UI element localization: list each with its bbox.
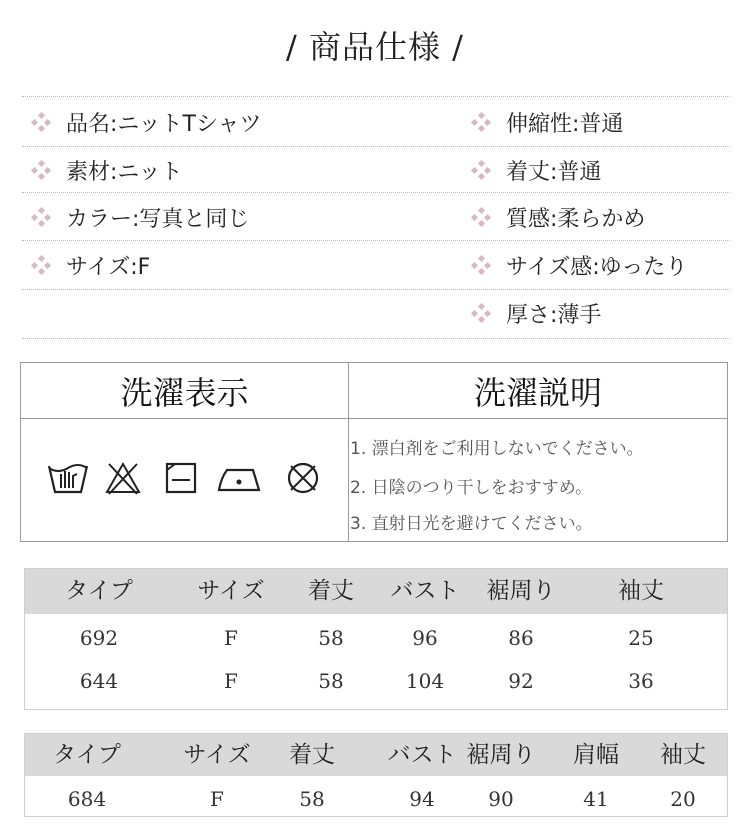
spec-text: カラー:写真と同じ xyxy=(66,206,250,232)
table-cell: 104 xyxy=(405,669,445,693)
iron-low-icon xyxy=(215,458,263,498)
table-cell: 41 xyxy=(583,787,609,811)
care-note: 2. 日陰のつり干しをおすすめ。 xyxy=(350,478,593,498)
divider xyxy=(22,240,730,241)
spec-item xyxy=(472,194,645,240)
column-header: 袖丈 xyxy=(660,742,706,768)
table-cell: 58 xyxy=(299,787,325,811)
column-header: バスト xyxy=(387,742,457,768)
table-cell: 58 xyxy=(318,626,344,650)
diamond-bullet-icon xyxy=(472,304,490,322)
divider xyxy=(21,418,727,419)
divider xyxy=(22,338,730,339)
divider xyxy=(22,96,730,97)
table-cell: 90 xyxy=(488,787,514,811)
table-cell: 644 xyxy=(79,669,119,693)
spec-text: サイズ感:ゆったり xyxy=(506,254,688,280)
column-header: タイプ xyxy=(53,742,121,768)
spec-item xyxy=(32,194,249,240)
diamond-bullet-icon xyxy=(472,161,490,179)
column-header: サイズ xyxy=(197,578,265,604)
care-note: 3. 直射日光を避けてください。 xyxy=(350,514,593,534)
size-table-1 xyxy=(24,568,728,710)
table-cell: 94 xyxy=(409,787,435,811)
table-cell: F xyxy=(224,626,238,650)
spec-text: 着丈:普通 xyxy=(506,159,602,185)
diamond-bullet-icon xyxy=(32,113,50,131)
column-header: 着丈 xyxy=(308,578,354,604)
spec-text: 厚さ:薄手 xyxy=(506,302,602,328)
no-dry-clean-icon xyxy=(283,458,323,498)
diamond-bullet-icon xyxy=(32,256,50,274)
spec-text: 伸縮性:普通 xyxy=(506,111,624,137)
spec-text: 素材:ニット xyxy=(66,159,183,185)
table-cell: 92 xyxy=(508,669,534,693)
care-note: 1. 漂白剤をご利用しないでください。 xyxy=(350,439,644,459)
care-notes-header: 洗濯説明 xyxy=(473,373,602,412)
table-cell: F xyxy=(224,669,238,693)
diamond-bullet-icon xyxy=(472,256,490,274)
size-table-2 xyxy=(24,733,728,817)
column-header: バスト xyxy=(390,578,460,604)
column-header: 肩幅 xyxy=(573,742,619,768)
table-cell: F xyxy=(210,787,224,811)
table-cell: 692 xyxy=(79,626,119,650)
table-cell: 684 xyxy=(67,787,107,811)
spec-item xyxy=(472,147,601,193)
diamond-bullet-icon xyxy=(32,208,50,226)
table-cell: 25 xyxy=(628,626,654,650)
spec-item xyxy=(472,99,623,145)
spec-text: サイズ:F xyxy=(66,254,151,280)
column-header: 裾周り xyxy=(486,578,556,604)
divider xyxy=(22,289,730,290)
column-header: 着丈 xyxy=(289,742,335,768)
spec-item xyxy=(472,242,687,288)
diamond-bullet-icon xyxy=(472,208,490,226)
spec-item xyxy=(32,147,183,193)
care-icons xyxy=(41,458,331,498)
spec-item xyxy=(32,242,150,288)
column-header: タイプ xyxy=(65,578,133,604)
column-header: 裾周り xyxy=(466,742,536,768)
column-header: 袖丈 xyxy=(618,578,664,604)
table-cell: 96 xyxy=(412,626,438,650)
spec-item xyxy=(472,290,601,336)
no-bleach-icon xyxy=(103,458,143,498)
diamond-bullet-icon xyxy=(472,113,490,131)
care-symbols-header: 洗濯表示 xyxy=(120,373,249,412)
hand-wash-icon xyxy=(45,458,91,498)
table-cell: 36 xyxy=(628,669,654,693)
page-title: / 商品仕様 / xyxy=(286,28,464,66)
table-cell: 86 xyxy=(508,626,534,650)
spec-text: 品名:ニットTシャツ xyxy=(66,111,262,137)
table-cell: 58 xyxy=(318,669,344,693)
spec-text: 質感:柔らかめ xyxy=(506,206,646,232)
column-header: サイズ xyxy=(183,742,251,768)
table-cell: 20 xyxy=(670,787,696,811)
tumble-dry-icon xyxy=(161,458,201,498)
spec-item xyxy=(32,99,262,145)
diamond-bullet-icon xyxy=(32,161,50,179)
